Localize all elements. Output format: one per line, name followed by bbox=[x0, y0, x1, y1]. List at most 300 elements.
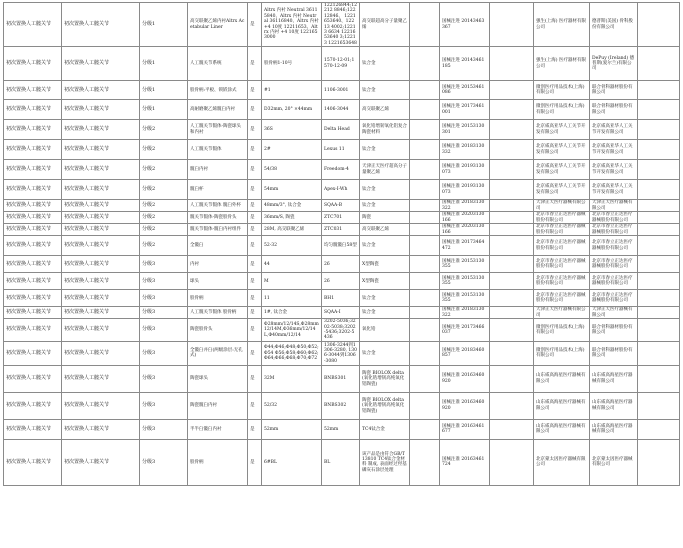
table-cell: 初次置换人工髋关节 bbox=[4, 341, 62, 365]
table-cell: 54mm bbox=[262, 180, 322, 200]
table-cell: 分级3 bbox=[140, 307, 188, 319]
empty-cell bbox=[490, 319, 534, 342]
table-cell: 该产品是由符合GB/T 13810 TC4钛合金材料 制成, 表面经过羟基磷灰石涂层处理 bbox=[360, 439, 410, 485]
table-cell: 国械注进 20183460857 bbox=[440, 341, 490, 365]
table-cell: 分级3 bbox=[140, 392, 188, 419]
table-cell: 是 bbox=[248, 100, 262, 120]
table-cell: 初次置换人工髋关节 bbox=[4, 273, 62, 290]
table-cell: 半半臼髋臼内衬 bbox=[188, 419, 248, 439]
table-cell: 初次置换人工髋关节 bbox=[4, 365, 62, 392]
table-cell: 高交联聚乙烯 bbox=[360, 100, 410, 120]
table-cell: 初次置换人工髋关节 bbox=[62, 256, 140, 273]
table-cell: 26 bbox=[322, 273, 360, 290]
empty-cell bbox=[638, 273, 680, 290]
table-cell: 人工髋关节假体 bbox=[188, 140, 248, 160]
table-cell: 是 bbox=[248, 212, 262, 224]
table-cell: 国械注进 20173466037 bbox=[440, 319, 490, 342]
table-cell: 山东威高海星医疗器械有限公司 bbox=[534, 365, 590, 392]
table-row bbox=[4, 3, 680, 47]
table-cell: 52-32 bbox=[262, 236, 322, 256]
table-cell: 微创医疗用品技术(上海)有限公司 bbox=[534, 319, 590, 342]
table-cell: 陶瓷髋臼内衬 bbox=[188, 392, 248, 419]
table-cell: 初次置换人工髋关节 bbox=[4, 200, 62, 212]
table-cell: 钛合金 bbox=[360, 81, 410, 100]
table-cell: 初次置换人工髋关节 bbox=[62, 120, 140, 140]
table-row bbox=[4, 81, 680, 100]
table-cell: D32mm, 20° ×44mm bbox=[262, 100, 322, 120]
table-cell: 钛合金 bbox=[360, 180, 410, 200]
table-cell: BNBS302 bbox=[322, 392, 360, 419]
table-cell: 分级1 bbox=[140, 81, 188, 100]
table-cell: 球头 bbox=[188, 273, 248, 290]
empty-cell bbox=[638, 307, 680, 319]
table-cell: 初次置换人工髋关节 bbox=[4, 160, 62, 180]
table-cell: 国械注进 20153461086 bbox=[440, 81, 490, 100]
table-cell: TC4钛合金 bbox=[360, 419, 410, 439]
table-row bbox=[4, 212, 680, 224]
table-cell: 北京威高亚华人工关节开发有限公司 bbox=[590, 180, 638, 200]
table-cell: ZTC701 bbox=[322, 212, 360, 224]
table-cell: 122126844;12212 8846;12212846、 1221653640、12213 4002;12213 6634 1221653640 3;12213 1221653648 bbox=[322, 3, 360, 47]
table-cell: 初次置换人工髋关节 bbox=[4, 180, 62, 200]
table-cell: 54/38 bbox=[262, 160, 322, 180]
table-cell: 联合骨科器材股份有限公司 bbox=[590, 341, 638, 365]
table-row bbox=[4, 319, 680, 342]
table-cell: 国械注准 20173464472 bbox=[440, 236, 490, 256]
empty-cell bbox=[638, 212, 680, 224]
table-body bbox=[4, 3, 680, 486]
table-cell: 氧化锆增韧氧化铝复合陶瓷材料 bbox=[360, 120, 410, 140]
table-cell: 国械注准 20193130073 bbox=[440, 180, 490, 200]
table-cell: 是 bbox=[248, 290, 262, 307]
empty-cell bbox=[490, 273, 534, 290]
table-cell: 3202-5036;3202-5038;3202-5436;3202-5436 bbox=[322, 319, 360, 342]
table-row bbox=[4, 200, 680, 212]
empty-cell bbox=[490, 419, 534, 439]
table-cell: 钛合金 bbox=[360, 47, 410, 81]
table-cell: 32M bbox=[262, 365, 322, 392]
empty-cell bbox=[638, 200, 680, 212]
table-cell: 山东威高海星医疗器械有限公司 bbox=[590, 365, 638, 392]
table-cell: 国械注准 20153130355 bbox=[440, 256, 490, 273]
table-cell: 国械注准 20153130355 bbox=[440, 290, 490, 307]
table-cell: BH1 bbox=[322, 290, 360, 307]
table-cell: 北京市春立正达医疗器械股份有限公司 bbox=[590, 290, 638, 307]
table-cell: 钛合金 bbox=[360, 290, 410, 307]
empty-cell bbox=[490, 180, 534, 200]
table-cell: 初次置换人工髋关节 bbox=[62, 180, 140, 200]
table-cell: 分级2 bbox=[140, 120, 188, 140]
table-cell: 初次置换人工髋关节 bbox=[4, 224, 62, 236]
table-cell: 分级2 bbox=[140, 212, 188, 224]
table-row bbox=[4, 236, 680, 256]
empty-cell bbox=[490, 341, 534, 365]
table-row bbox=[4, 341, 680, 365]
empty-cell bbox=[490, 256, 534, 273]
table-cell: 初次置换人工髋关节 bbox=[62, 200, 140, 212]
table-cell: X型陶瓷 bbox=[360, 256, 410, 273]
table-cell: 北京蒙太因医疗器械有限公司 bbox=[534, 439, 590, 485]
table-cell: 是 bbox=[248, 439, 262, 485]
table-cell: 国械注准 20163461724 bbox=[440, 439, 490, 485]
table-cell: 高交联聚乙烯 bbox=[360, 224, 410, 236]
table-row bbox=[4, 290, 680, 307]
table-cell: 初次置换人工髋关节 bbox=[4, 47, 62, 81]
empty-cell bbox=[410, 224, 440, 236]
empty-cell bbox=[490, 120, 534, 140]
table-row bbox=[4, 256, 680, 273]
table-cell: 钛合金 bbox=[360, 140, 410, 160]
table-cell: 初次置换人工髋关节 bbox=[4, 81, 62, 100]
table-cell: 北京市春立正达医疗器械股份有限公司 bbox=[534, 273, 590, 290]
empty-cell bbox=[490, 140, 534, 160]
table-cell: 是 bbox=[248, 392, 262, 419]
table-cell: 分级3 bbox=[140, 419, 188, 439]
table-cell: 陶瓷 BIOLOX delta (氧化锆增韧高纯氧化铝陶瓷) bbox=[360, 392, 410, 419]
table-cell: 陶瓷 BIOLOX delta (氧化锆增韧高纯氧化铝陶瓷) bbox=[360, 365, 410, 392]
empty-cell bbox=[638, 256, 680, 273]
table-cell: 钛合金 bbox=[360, 200, 410, 212]
table-cell: 国械注准 20193130073 bbox=[440, 160, 490, 180]
table-cell: 是 bbox=[248, 160, 262, 180]
table-cell: ZTC031 bbox=[322, 224, 360, 236]
table-cell: Apex-I-Wh bbox=[322, 180, 360, 200]
empty-cell bbox=[410, 81, 440, 100]
table-cell: 是 bbox=[248, 81, 262, 100]
table-cell: 北京市春立正达医疗器械股份有限公司 bbox=[534, 212, 590, 224]
table-cell: 分级2 bbox=[140, 236, 188, 256]
empty-cell bbox=[490, 47, 534, 81]
table-cell: 陶瓷 bbox=[360, 212, 410, 224]
empty-cell bbox=[410, 212, 440, 224]
empty-cell bbox=[410, 319, 440, 342]
table-cell: 钛合金 bbox=[360, 307, 410, 319]
table-cell: 初次置换人工髋关节 bbox=[62, 100, 140, 120]
empty-cell bbox=[638, 392, 680, 419]
table-cell: X型陶瓷 bbox=[360, 273, 410, 290]
table-cell: 分级2 bbox=[140, 140, 188, 160]
table-cell: 初次置换人工髋关节 bbox=[4, 120, 62, 140]
table-cell: 分级3 bbox=[140, 319, 188, 342]
table-cell: 初次置换人工髋关节 bbox=[62, 236, 140, 256]
table-cell: 是 bbox=[248, 120, 262, 140]
table-cell: 是 bbox=[248, 140, 262, 160]
table-cell: 分级2 bbox=[140, 224, 188, 236]
empty-cell bbox=[410, 100, 440, 120]
table-cell: Freedom-4 bbox=[322, 160, 360, 180]
table-cell: 股骨柄 bbox=[188, 290, 248, 307]
empty-cell bbox=[638, 47, 680, 81]
table-cell: 人工髋关节假体 髋臼外杯 bbox=[188, 200, 248, 212]
empty-cell bbox=[638, 160, 680, 180]
table-cell: 初次置换人工髋关节 bbox=[62, 3, 140, 47]
table-cell: 股骨柄:平板、锁嵌涂式 bbox=[188, 81, 248, 100]
table-cell: 髋臼内衬 bbox=[188, 160, 248, 180]
table-cell: 人工髋关节假体-陶瓷球头和内衬 bbox=[188, 120, 248, 140]
empty-cell bbox=[638, 81, 680, 100]
empty-cell bbox=[490, 81, 534, 100]
table-cell: 北京市春立正达医疗器械股份有限公司 bbox=[534, 236, 590, 256]
table-cell: 国械注准 20203130166 bbox=[440, 224, 490, 236]
table-cell: 微创医疗用品技术(上海)有限公司 bbox=[534, 100, 590, 120]
empty-cell bbox=[410, 47, 440, 81]
table-cell: 是 bbox=[248, 47, 262, 81]
table-cell: 国械注进 20143461185 bbox=[440, 47, 490, 81]
table-cell: 高交联聚乙烯内衬Altrx Acetabular Liner bbox=[188, 3, 248, 47]
table-cell: 是 bbox=[248, 200, 262, 212]
table-cell: 联合骨科器材股份有限公司 bbox=[590, 319, 638, 342]
table-cell: 26 bbox=[322, 256, 360, 273]
empty-cell bbox=[490, 224, 534, 236]
table-cell: 北京市春立正达医疗器械股份有限公司 bbox=[590, 256, 638, 273]
table-cell: Delta Head bbox=[322, 120, 360, 140]
empty-cell bbox=[638, 120, 680, 140]
table-cell: 均匀髋髋臼58型 bbox=[322, 236, 360, 256]
empty-cell bbox=[490, 200, 534, 212]
empty-cell bbox=[410, 140, 440, 160]
table-cell: 分级1 bbox=[140, 3, 188, 47]
table-cell: 强生(上海) 医疗器材有限公司 bbox=[534, 3, 590, 47]
table-cell: 初次置换人工髋关节 bbox=[62, 140, 140, 160]
table-cell: 国械注进 20173461001 bbox=[440, 100, 490, 120]
table-cell: 初次置换人工髋关节 bbox=[4, 3, 62, 47]
table-cell: 人工髋关节假体 股骨柄 bbox=[188, 307, 248, 319]
table-cell: 分级3 bbox=[140, 439, 188, 485]
empty-cell bbox=[638, 419, 680, 439]
table-cell: 是 bbox=[248, 273, 262, 290]
table-cell: BNBS301 bbox=[322, 365, 360, 392]
table-cell: 内衬 bbox=[188, 256, 248, 273]
table-cell: 是 bbox=[248, 307, 262, 319]
table-cell: 48mm/3°, 钛合金 bbox=[262, 200, 322, 212]
table-cell: 高交联超高分子量聚乙烯 bbox=[360, 3, 410, 47]
table-cell: 初次置换人工髋关节 bbox=[62, 160, 140, 180]
table-cell: 北京威高亚华人工关节开发有限公司 bbox=[590, 140, 638, 160]
table-cell: 初次置换人工髋关节 bbox=[4, 319, 62, 342]
table-cell: 分级2 bbox=[140, 160, 188, 180]
table-cell: 联合骨科器材股份有限公司 bbox=[590, 100, 638, 120]
empty-cell bbox=[410, 307, 440, 319]
table-cell: 初次置换人工髋关节 bbox=[4, 140, 62, 160]
table-cell: 高耐磨聚乙烯髋臼内衬 bbox=[188, 100, 248, 120]
table-cell: 是 bbox=[248, 365, 262, 392]
table-row bbox=[4, 419, 680, 439]
empty-cell bbox=[490, 100, 534, 120]
table-cell: 初次置换人工髋关节 bbox=[62, 341, 140, 365]
table-cell: 山东威高海星医疗器械有限公司 bbox=[590, 392, 638, 419]
table-cell: 分级2 bbox=[140, 180, 188, 200]
table-cell: 国械注进 20153130301 bbox=[440, 120, 490, 140]
table-row bbox=[4, 47, 680, 81]
empty-cell bbox=[638, 3, 680, 47]
table-cell: 初次置换人工髋关节 bbox=[4, 439, 62, 485]
table-row bbox=[4, 307, 680, 319]
table-cell: 36mm/S, 陶瓷 bbox=[262, 212, 322, 224]
table-cell: 天津正天医疗器械有限公司 bbox=[534, 307, 590, 319]
table-cell: 初次置换人工髋关节 bbox=[62, 273, 140, 290]
table-cell: 初次置换人工髋关节 bbox=[4, 256, 62, 273]
table-cell: 6#BL bbox=[262, 439, 322, 485]
table-cell: 初次置换人工髋关节 bbox=[62, 290, 140, 307]
table-cell: Altrx 内衬 Neutral 36115840、Altrx 内衬 Neutral 36116840、Altrx 内衬 +4 10度 12211653、Altrx 内衬 +4 10度 1221653000 bbox=[262, 3, 322, 47]
table-cell: 北京威高亚华人工关节开发有限公司 bbox=[534, 140, 590, 160]
table-cell: 山东威高海星医疗器械有限公司 bbox=[534, 419, 590, 439]
table-cell: 陶瓷股骨头 bbox=[188, 319, 248, 342]
table-cell: 北京威高亚华人工关节开发有限公司 bbox=[590, 120, 638, 140]
table-cell: 分级3 bbox=[140, 256, 188, 273]
table-cell: 北京威高亚华人工关节开发有限公司 bbox=[534, 160, 590, 180]
table-cell: 分级1 bbox=[140, 47, 188, 81]
empty-cell bbox=[490, 365, 534, 392]
empty-cell bbox=[638, 100, 680, 120]
table-cell: 初次置换人工髋关节 bbox=[62, 365, 140, 392]
table-cell: 北京威高亚华人工关节开发有限公司 bbox=[534, 120, 590, 140]
empty-cell bbox=[410, 3, 440, 47]
table-row bbox=[4, 439, 680, 485]
empty-cell bbox=[638, 180, 680, 200]
empty-cell bbox=[638, 236, 680, 256]
empty-cell bbox=[490, 392, 534, 419]
table-cell: 北京市春立正达医疗器械股份有限公司 bbox=[590, 224, 638, 236]
table-cell: 是 bbox=[248, 319, 262, 342]
table-cell: 钛合金 bbox=[360, 236, 410, 256]
table-cell: 52mm bbox=[262, 419, 322, 439]
table-cell: 天津正天医疗器械有限公司 bbox=[534, 200, 590, 212]
table-row bbox=[4, 100, 680, 120]
table-cell: 国械注准 20153130355 bbox=[440, 273, 490, 290]
empty-cell bbox=[638, 319, 680, 342]
empty-cell bbox=[638, 341, 680, 365]
table-cell: 初次置换人工髋关节 bbox=[4, 236, 62, 256]
table-cell: 是 bbox=[248, 256, 262, 273]
empty-cell bbox=[490, 307, 534, 319]
table-cell: 国械注准 20183130322 bbox=[440, 307, 490, 319]
table-cell: Lexus 11 bbox=[322, 140, 360, 160]
table-cell: 1106-3001 bbox=[322, 81, 360, 100]
empty-cell bbox=[410, 120, 440, 140]
table-cell: 天津正天医疗器械有限公司 bbox=[590, 307, 638, 319]
table-cell: 髋臼杯 bbox=[188, 180, 248, 200]
table-cell: 初次置换人工髋关节 bbox=[4, 419, 62, 439]
table-cell: 全髋臼并臼(两级涂层:无孔式) bbox=[188, 341, 248, 365]
empty-cell bbox=[638, 140, 680, 160]
table-cell: 联合骨科器材股份有限公司 bbox=[590, 81, 638, 100]
table-cell: 36S bbox=[262, 120, 322, 140]
table-cell: 初次置换人工髋关节 bbox=[4, 392, 62, 419]
table-cell: 全髋臼 bbox=[188, 236, 248, 256]
product-table bbox=[3, 2, 680, 486]
table-cell: 髋关节假体-陶瓷股骨头 bbox=[188, 212, 248, 224]
table-cell: 国械注准 20163460920 bbox=[440, 365, 490, 392]
table-cell: Φ44;Φ46;Φ48;Φ50;Φ52;Φ54 Φ56;Φ58;Φ60;Φ62;Φ64;Φ66;Φ68;Φ70;Φ72 bbox=[262, 341, 322, 365]
table-cell: 北京市春立正达医疗器械股份有限公司 bbox=[590, 273, 638, 290]
table-cell: 1406-3044 bbox=[322, 100, 360, 120]
table-cell: 北京蒙太因医疗器械有限公司 bbox=[590, 439, 638, 485]
empty-cell bbox=[638, 365, 680, 392]
table-cell: 分级3 bbox=[140, 365, 188, 392]
table-row bbox=[4, 180, 680, 200]
empty-cell bbox=[490, 290, 534, 307]
table-cell: SQAA-B bbox=[322, 200, 360, 212]
empty-cell bbox=[410, 439, 440, 485]
table-cell: 国械注准 20163460920 bbox=[440, 392, 490, 419]
table-cell: 德普斯(美国) 骨科股份有限公司 bbox=[590, 3, 638, 47]
table-cell: 分级2 bbox=[140, 200, 188, 212]
empty-cell bbox=[410, 273, 440, 290]
table-cell: 氧化锆 bbox=[360, 319, 410, 342]
table-cell: 天津正天医疗器械有限公司 bbox=[590, 200, 638, 212]
table-cell: 初次置换人工髋关节 bbox=[62, 212, 140, 224]
table-cell: 北京威高亚华人工关节开发有限公司 bbox=[534, 180, 590, 200]
table-row bbox=[4, 224, 680, 236]
table-cell: 52/32 bbox=[262, 392, 322, 419]
table-cell: 是 bbox=[248, 341, 262, 365]
table-cell: 初次置换人工髋关节 bbox=[62, 439, 140, 485]
empty-cell bbox=[638, 224, 680, 236]
table-cell: 人工髋关节系统 bbox=[188, 47, 248, 81]
empty-cell bbox=[490, 3, 534, 47]
empty-cell bbox=[410, 236, 440, 256]
empty-cell bbox=[490, 160, 534, 180]
table-cell: 北京市春立正达医疗器械股份有限公司 bbox=[590, 212, 638, 224]
table-cell: 初次置换人工髋关节 bbox=[4, 290, 62, 307]
table-cell: 国械注准 20183130332 bbox=[440, 140, 490, 160]
empty-cell bbox=[490, 212, 534, 224]
table-row bbox=[4, 120, 680, 140]
table-cell: 北京市春立正达医疗器械股份有限公司 bbox=[534, 224, 590, 236]
table-cell: 初次置换人工髋关节 bbox=[62, 81, 140, 100]
table-cell: 52mm bbox=[322, 419, 360, 439]
table-cell: 初次置换人工髋关节 bbox=[62, 224, 140, 236]
table-row bbox=[4, 365, 680, 392]
table-cell: 1306-3244到1306-3280, 1306-3044到1306-3080 bbox=[322, 341, 360, 365]
table-row bbox=[4, 160, 680, 180]
table-cell: 微创医疗用品技术(上海)有限公司 bbox=[534, 81, 590, 100]
table-cell: 国械注准 20163461677 bbox=[440, 419, 490, 439]
table-cell: 28M, 高交联聚乙烯 bbox=[262, 224, 322, 236]
table-cell: 天津正天医疗超高分子量聚乙烯 bbox=[360, 160, 410, 180]
table-cell: Φ28mm/12/14S,Φ28mm 12/14M,Φ36mm/12/14L,Φ40mm/12/14 bbox=[262, 319, 322, 342]
table-cell: 初次置换人工髋关节 bbox=[4, 100, 62, 120]
table-cell: 陶瓷球头 bbox=[188, 365, 248, 392]
table-cell: DePuy (Ireland) 德普斯(爱尔兰)有限公司 bbox=[590, 47, 638, 81]
empty-cell bbox=[410, 392, 440, 419]
empty-cell bbox=[490, 439, 534, 485]
table-cell: 2# bbox=[262, 140, 322, 160]
table-cell: SQAA-I bbox=[322, 307, 360, 319]
table-cell: 强生(上海) 医疗器材有限公司 bbox=[534, 47, 590, 81]
table-cell: 初次置换人工髋关节 bbox=[4, 212, 62, 224]
table-row bbox=[4, 392, 680, 419]
table-cell: 分级3 bbox=[140, 290, 188, 307]
table-cell: 11 bbox=[262, 290, 322, 307]
empty-cell bbox=[410, 160, 440, 180]
table-cell: 山东威高海星医疗器械有限公司 bbox=[590, 419, 638, 439]
empty-cell bbox=[410, 256, 440, 273]
table-cell: 国械注进 20143463367 bbox=[440, 3, 490, 47]
table-cell: 股骨柄 bbox=[188, 439, 248, 485]
table-cell: 山东威高海星医疗器械有限公司 bbox=[534, 392, 590, 419]
empty-cell bbox=[490, 236, 534, 256]
empty-cell bbox=[410, 341, 440, 365]
table-row bbox=[4, 273, 680, 290]
table-cell: 是 bbox=[248, 3, 262, 47]
empty-cell bbox=[410, 365, 440, 392]
table-cell: 分级3 bbox=[140, 341, 188, 365]
empty-cell bbox=[410, 200, 440, 212]
table-cell: 分级1 bbox=[140, 100, 188, 120]
table-cell: 44 bbox=[262, 256, 322, 273]
